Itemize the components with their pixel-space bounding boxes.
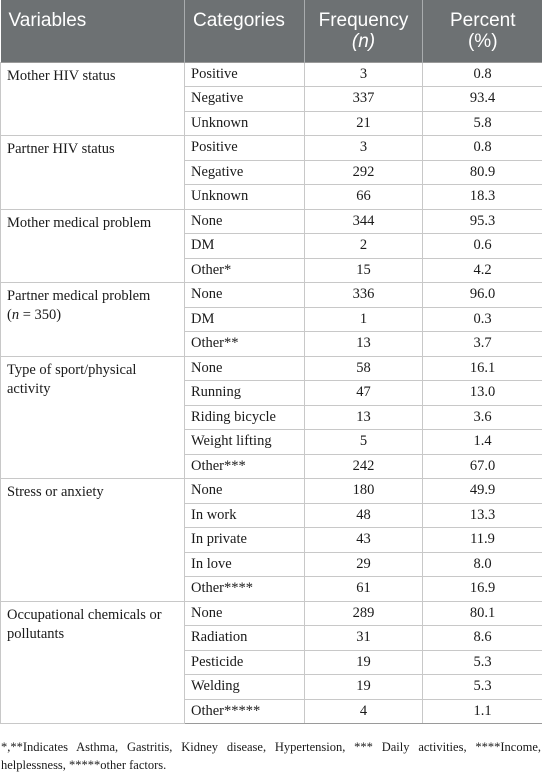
variable-cell: [1, 283, 185, 357]
category-cell: Other*****: [185, 699, 305, 724]
category-cell: Other***: [185, 454, 305, 479]
category-cell: Positive: [185, 62, 305, 87]
category-cell: None: [185, 283, 305, 308]
frequency-cell: 13: [305, 332, 423, 357]
header-frequency: [305, 0, 423, 62]
table-header: [1, 0, 542, 62]
frequency-cell: 5: [305, 430, 423, 455]
variable-cell: [1, 209, 185, 283]
frequency-cell: 3: [305, 62, 423, 87]
frequency-cell: 21: [305, 111, 423, 136]
percent-cell: 1.1: [423, 699, 542, 724]
percent-cell: 16.9: [423, 577, 542, 602]
percent-cell: 80.9: [423, 160, 542, 185]
percent-cell: 3.6: [423, 405, 542, 430]
percent-cell: 80.1: [423, 601, 542, 626]
percent-cell: 95.3: [423, 209, 542, 234]
frequency-cell: 48: [305, 503, 423, 528]
variable-label: Occupational chemicals or pollutants: [7, 606, 162, 642]
header-categories: Categories: [185, 0, 305, 62]
category-cell: Other*: [185, 258, 305, 283]
variable-label: Mother medical problem: [7, 214, 152, 231]
variable-label: Mother HIV status: [7, 67, 116, 84]
header-percent-sub: (%): [467, 31, 498, 52]
frequency-cell: 1: [305, 307, 423, 332]
frequency-cell: 2: [305, 234, 423, 259]
category-cell: DM: [185, 307, 305, 332]
variable-label: Partner HIV status: [7, 141, 115, 157]
category-cell: Running: [185, 381, 305, 406]
variable-cell: [1, 62, 185, 136]
table-row: [1, 601, 542, 626]
table-row: [1, 356, 542, 381]
percent-cell: 8.6: [423, 626, 542, 651]
frequency-cell: 66: [305, 185, 423, 210]
frequency-cell: 19: [305, 675, 423, 700]
percent-cell: 67.0: [423, 454, 542, 479]
percent-cell: 3.7: [423, 332, 542, 357]
percent-cell: 5.8: [423, 111, 542, 136]
table-row: [1, 62, 542, 87]
table-row: [1, 283, 542, 308]
frequency-cell: 13: [305, 405, 423, 430]
category-cell: Unknown: [185, 185, 305, 210]
percent-cell: 4.2: [423, 258, 542, 283]
percent-cell: 5.3: [423, 650, 542, 675]
frequency-cell: 43: [305, 528, 423, 553]
frequency-cell: 31: [305, 626, 423, 651]
percent-cell: 93.4: [423, 87, 542, 112]
category-cell: In private: [185, 528, 305, 553]
frequency-cell: 336: [305, 283, 423, 308]
percent-cell: 1.4: [423, 430, 542, 455]
percent-cell: 0.8: [423, 62, 542, 87]
table-footnote: *,**Indicates Asthma, Gastritis, Kidney disease, Hypertension, *** Daily activities, ****Income, helplessness, *****other factors.: [1, 740, 541, 772]
percent-cell: 13.3: [423, 503, 542, 528]
frequency-cell: 61: [305, 577, 423, 602]
frequency-cell: 292: [305, 160, 423, 185]
percent-cell: 8.0: [423, 552, 542, 577]
frequency-cell: 289: [305, 601, 423, 626]
variable-cell: [1, 356, 185, 479]
percent-cell: 11.9: [423, 528, 542, 553]
percent-cell: 16.1: [423, 356, 542, 381]
category-cell: DM: [185, 234, 305, 259]
frequency-cell: 242: [305, 454, 423, 479]
table-row: [1, 479, 542, 504]
category-cell: In love: [185, 552, 305, 577]
variable-label: Type of sport/physical activity: [7, 361, 137, 397]
frequency-cell: 344: [305, 209, 423, 234]
frequency-cell: 47: [305, 381, 423, 406]
variable-label: Partner medical problem: [7, 288, 151, 304]
category-cell: None: [185, 356, 305, 381]
percent-cell: 5.3: [423, 675, 542, 700]
header-frequency-sub: (n): [351, 31, 376, 52]
category-cell: None: [185, 209, 305, 234]
category-cell: Negative: [185, 87, 305, 112]
frequency-cell: 337: [305, 87, 423, 112]
percent-cell: 49.9: [423, 479, 542, 504]
frequency-cell: 15: [305, 258, 423, 283]
category-cell: Riding bicycle: [185, 405, 305, 430]
table-body: [1, 62, 542, 724]
category-cell: Unknown: [185, 111, 305, 136]
variable-cell: [1, 136, 185, 210]
header-percent-label: Percent: [450, 10, 516, 31]
variable-label-suffix: (n = 350): [7, 307, 62, 323]
header-variables: Variables: [8, 10, 87, 31]
frequency-cell: 19: [305, 650, 423, 675]
category-cell: Weight lifting: [185, 430, 305, 455]
header-frequency-label: Frequency: [318, 10, 409, 31]
variable-cell: [1, 479, 185, 602]
variable-label: Stress or anxiety: [7, 484, 104, 500]
percent-cell: 13.0: [423, 381, 542, 406]
category-cell: Radiation: [185, 626, 305, 651]
percent-cell: 0.6: [423, 234, 542, 259]
table-row: [1, 136, 542, 161]
frequency-cell: 58: [305, 356, 423, 381]
category-cell: None: [185, 479, 305, 504]
category-cell: Other****: [185, 577, 305, 602]
header-row: [1, 0, 542, 62]
percent-cell: 0.8: [423, 136, 542, 161]
category-cell: Welding: [185, 675, 305, 700]
category-cell: Negative: [185, 160, 305, 185]
category-cell: Positive: [185, 136, 305, 161]
frequency-cell: 180: [305, 479, 423, 504]
percent-cell: 0.3: [423, 307, 542, 332]
frequency-cell: 29: [305, 552, 423, 577]
percent-cell: 96.0: [423, 283, 542, 308]
frequency-cell: 4: [305, 699, 423, 724]
percent-cell: 18.3: [423, 185, 542, 210]
category-cell: Pesticide: [185, 650, 305, 675]
category-cell: Other**: [185, 332, 305, 357]
frequency-cell: 3: [305, 136, 423, 161]
category-cell: None: [185, 601, 305, 626]
table-row: [1, 209, 542, 234]
header-percent: [423, 0, 542, 62]
category-cell: In work: [185, 503, 305, 528]
variable-cell: [1, 601, 185, 724]
